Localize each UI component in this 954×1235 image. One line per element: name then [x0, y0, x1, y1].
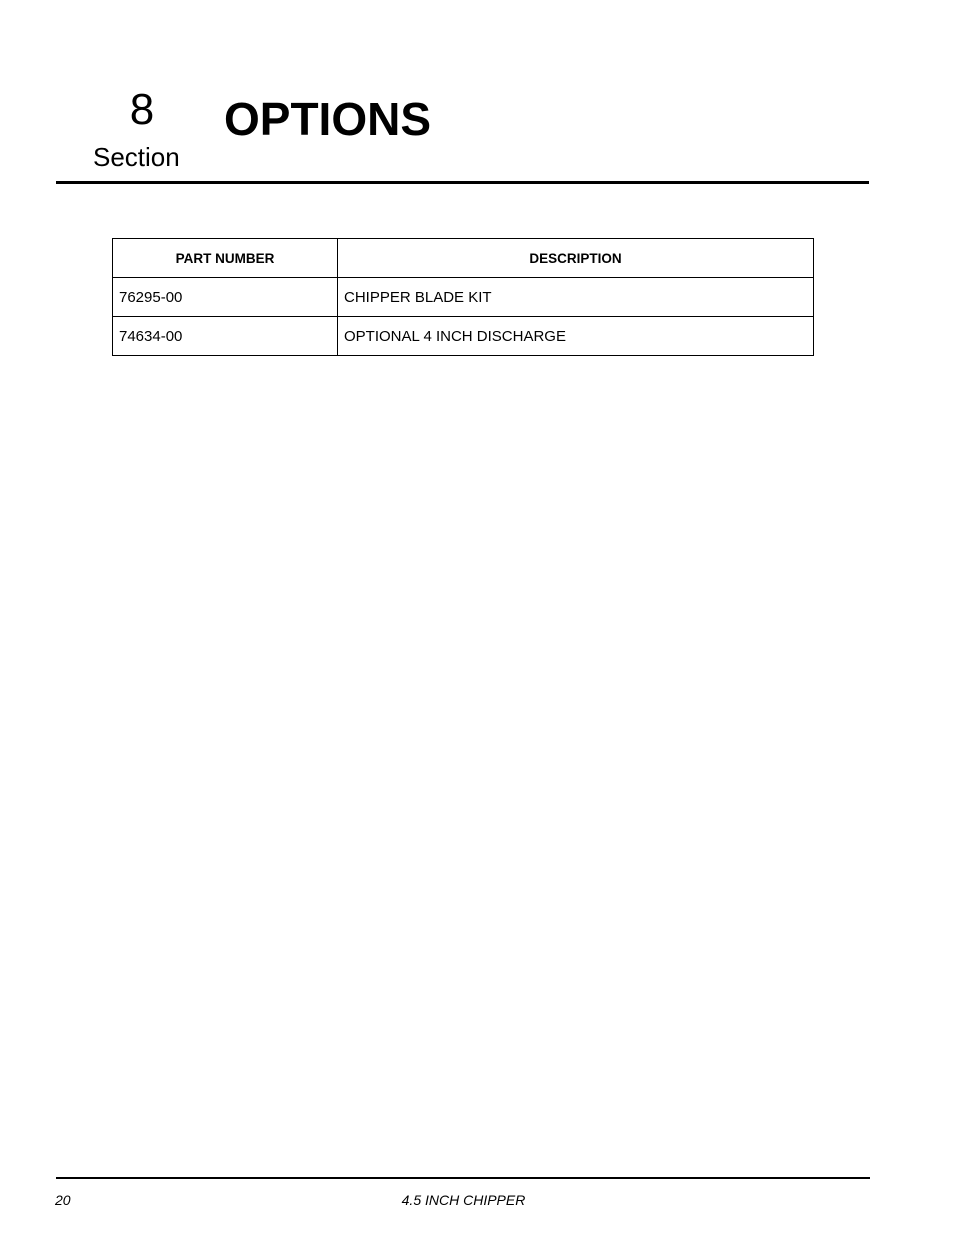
table-row [113, 317, 814, 356]
document-title: 4.5 INCH CHIPPER [401, 1192, 526, 1208]
section-number: 8 [129, 85, 155, 134]
section-title: OPTIONS [224, 93, 432, 145]
part-number-header: PART NUMBER [113, 239, 338, 278]
part-number-cell: 74634-00 [113, 317, 338, 356]
section-label: Section [93, 142, 180, 172]
part-number-cell: 76295-00 [113, 278, 338, 317]
header-divider [56, 181, 869, 184]
description-cell: OPTIONAL 4 INCH DISCHARGE [338, 317, 814, 356]
description-cell: CHIPPER BLADE KIT [338, 278, 814, 317]
page-number: 20 [55, 1192, 71, 1208]
description-header: DESCRIPTION [338, 239, 814, 278]
table-row [113, 278, 814, 317]
footer-divider [56, 1177, 870, 1179]
options-parts-table [112, 238, 814, 356]
table-header-row [113, 239, 814, 278]
